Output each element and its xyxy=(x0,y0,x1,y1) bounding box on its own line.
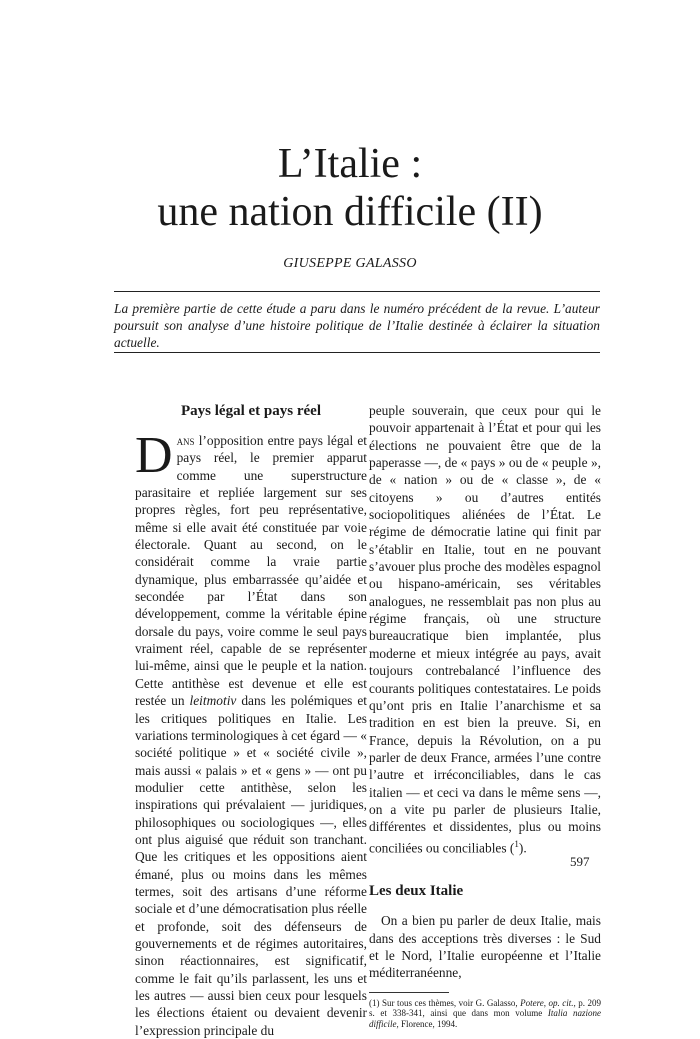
author-name: GIUSEPPE GALASSO xyxy=(283,256,417,271)
paragraph-text: l’opposition entre pays légal et pays réel, le premier apparut comme une superstructure parasitaire et repliée largement sur ses propres règles, fort peu représentative, même si elle avait été constituée par voie électorale. Quant au second, on le considérait comme la vraie partie dynamique, plus embarrassée qu’aidée et secondée par l’État dans son développement, comme la véritable épine dorsale du pays, voire comme le seul pays vraiment réel, capable de se représenter lui-même, ainsi que le peuple et la nation. Cette antithèse est devenue et elle est restée un xyxy=(135,433,367,709)
drop-cap: D xyxy=(135,427,173,484)
emphasis: leitmotiv xyxy=(189,693,237,709)
small-caps-lead: ans xyxy=(176,433,195,448)
footnote-text: (1) Sur tous ces thèmes, voir G. Galasso, xyxy=(369,997,521,1008)
section-heading-deux-italie: Les deux Italie xyxy=(369,883,464,900)
footnote-text: p. 209 s. et 338-341, ainsi que dans mon volume xyxy=(369,997,602,1019)
title-line-1: L’Italie : xyxy=(277,141,423,187)
paragraph-text: peuple souverain, que ceux pour qui le pouvoir appartenait à l’État et pour qui les élections ne pouvaient être que de la paperasse —, de « pays » ou de « peuple », de « nation » ou de « classe », de « citoyens » ou d’autres entités sociopolitiques aliénées de l’État. Le régime de démocratie latine qui finit par s’établir en Italie, tout en ne pouvant s’avouer plus proche des modèles espagnol ou hispano-américain, ses véritables analogues, ne ressemblait pas non plus au régime français, où une structure bureaucratique bien implantée, plus moderne et mieux intégrée au pays, avait toujours contrebalancé l’influence des courants politiques contestataires. Le poids qu’ont pris en Italie l’anarchisme et sa tradition en est bien la preuve. Si, en France, depuis la Révolution, on a pu parler de deux France, armées l’une contre l’autre et irréconciliables, dans le cas italien — et ceci va dans le même sens —, on a vite pu parler de plusieurs Italie, différentes et dissidentes, plus ou moins conciliées ou conciliables ( xyxy=(369,403,601,856)
column-left xyxy=(135,402,367,1039)
article-title xyxy=(0,140,700,236)
paragraph xyxy=(135,427,367,1039)
footnote-divider xyxy=(369,992,449,993)
abstract-bottom-rule xyxy=(114,352,600,353)
footnote-text: Florence, 1994. xyxy=(398,1018,458,1029)
footnote-reference[interactable]: 1 xyxy=(514,838,519,849)
column-right xyxy=(369,402,601,1029)
abstract: La première partie de cette étude a paru dans le numéro précédent de la revue. L’auteur poursuit son analyse d’une histoire politique de l’Italie destinée à éclairer la situation actuelle. xyxy=(114,301,600,350)
paragraph: On a bien pu parler de deux Italie, mais dans des acceptions très diverses : le Sud et le Nord, l’Italie européenne et l’Italie méditerranéenne, xyxy=(369,913,601,981)
paragraph-text: dans les polémiques et les critiques politiques en Italie. Les variations terminologiques à cet égard — « société politique » et « société civile », mais aussi « palais » et « gens » — ont pu modulier cette antithèse, selon les inspirations qui prévalaient — juridiques, philosophiques ou sociologiques —, elles ont plus aiguisé que réduit son tranchant. Que les critiques et les oppositions aient émané, plus ou moins dans les mêmes termes, soit des artisans d’une réforme sociale et d’une démocratisation plus réelle et profonde, soit des défenseurs de gouvernements et de régimes autoritaires, sinon réactionnaires, est significatif, comme le fait qu’ils parlassent, les uns et les autres — aussi bien ceux pour lesquels les élections étaient ou devaient devenir l’expression principale du xyxy=(135,693,367,1038)
section-heading-pays-legal: Pays légal et pays réel xyxy=(181,403,321,419)
page-number: 597 xyxy=(570,854,590,869)
footnote-emphasis: Italia nazione difficile, xyxy=(369,1008,601,1029)
footnote-emphasis: Potere, op. cit., xyxy=(520,997,576,1008)
footnote xyxy=(369,998,601,1030)
abstract-top-rule xyxy=(114,291,600,292)
title-line-2: une nation difficile (II) xyxy=(157,189,543,235)
paragraph-continued xyxy=(369,402,601,856)
paragraph-text: ). xyxy=(518,840,527,856)
